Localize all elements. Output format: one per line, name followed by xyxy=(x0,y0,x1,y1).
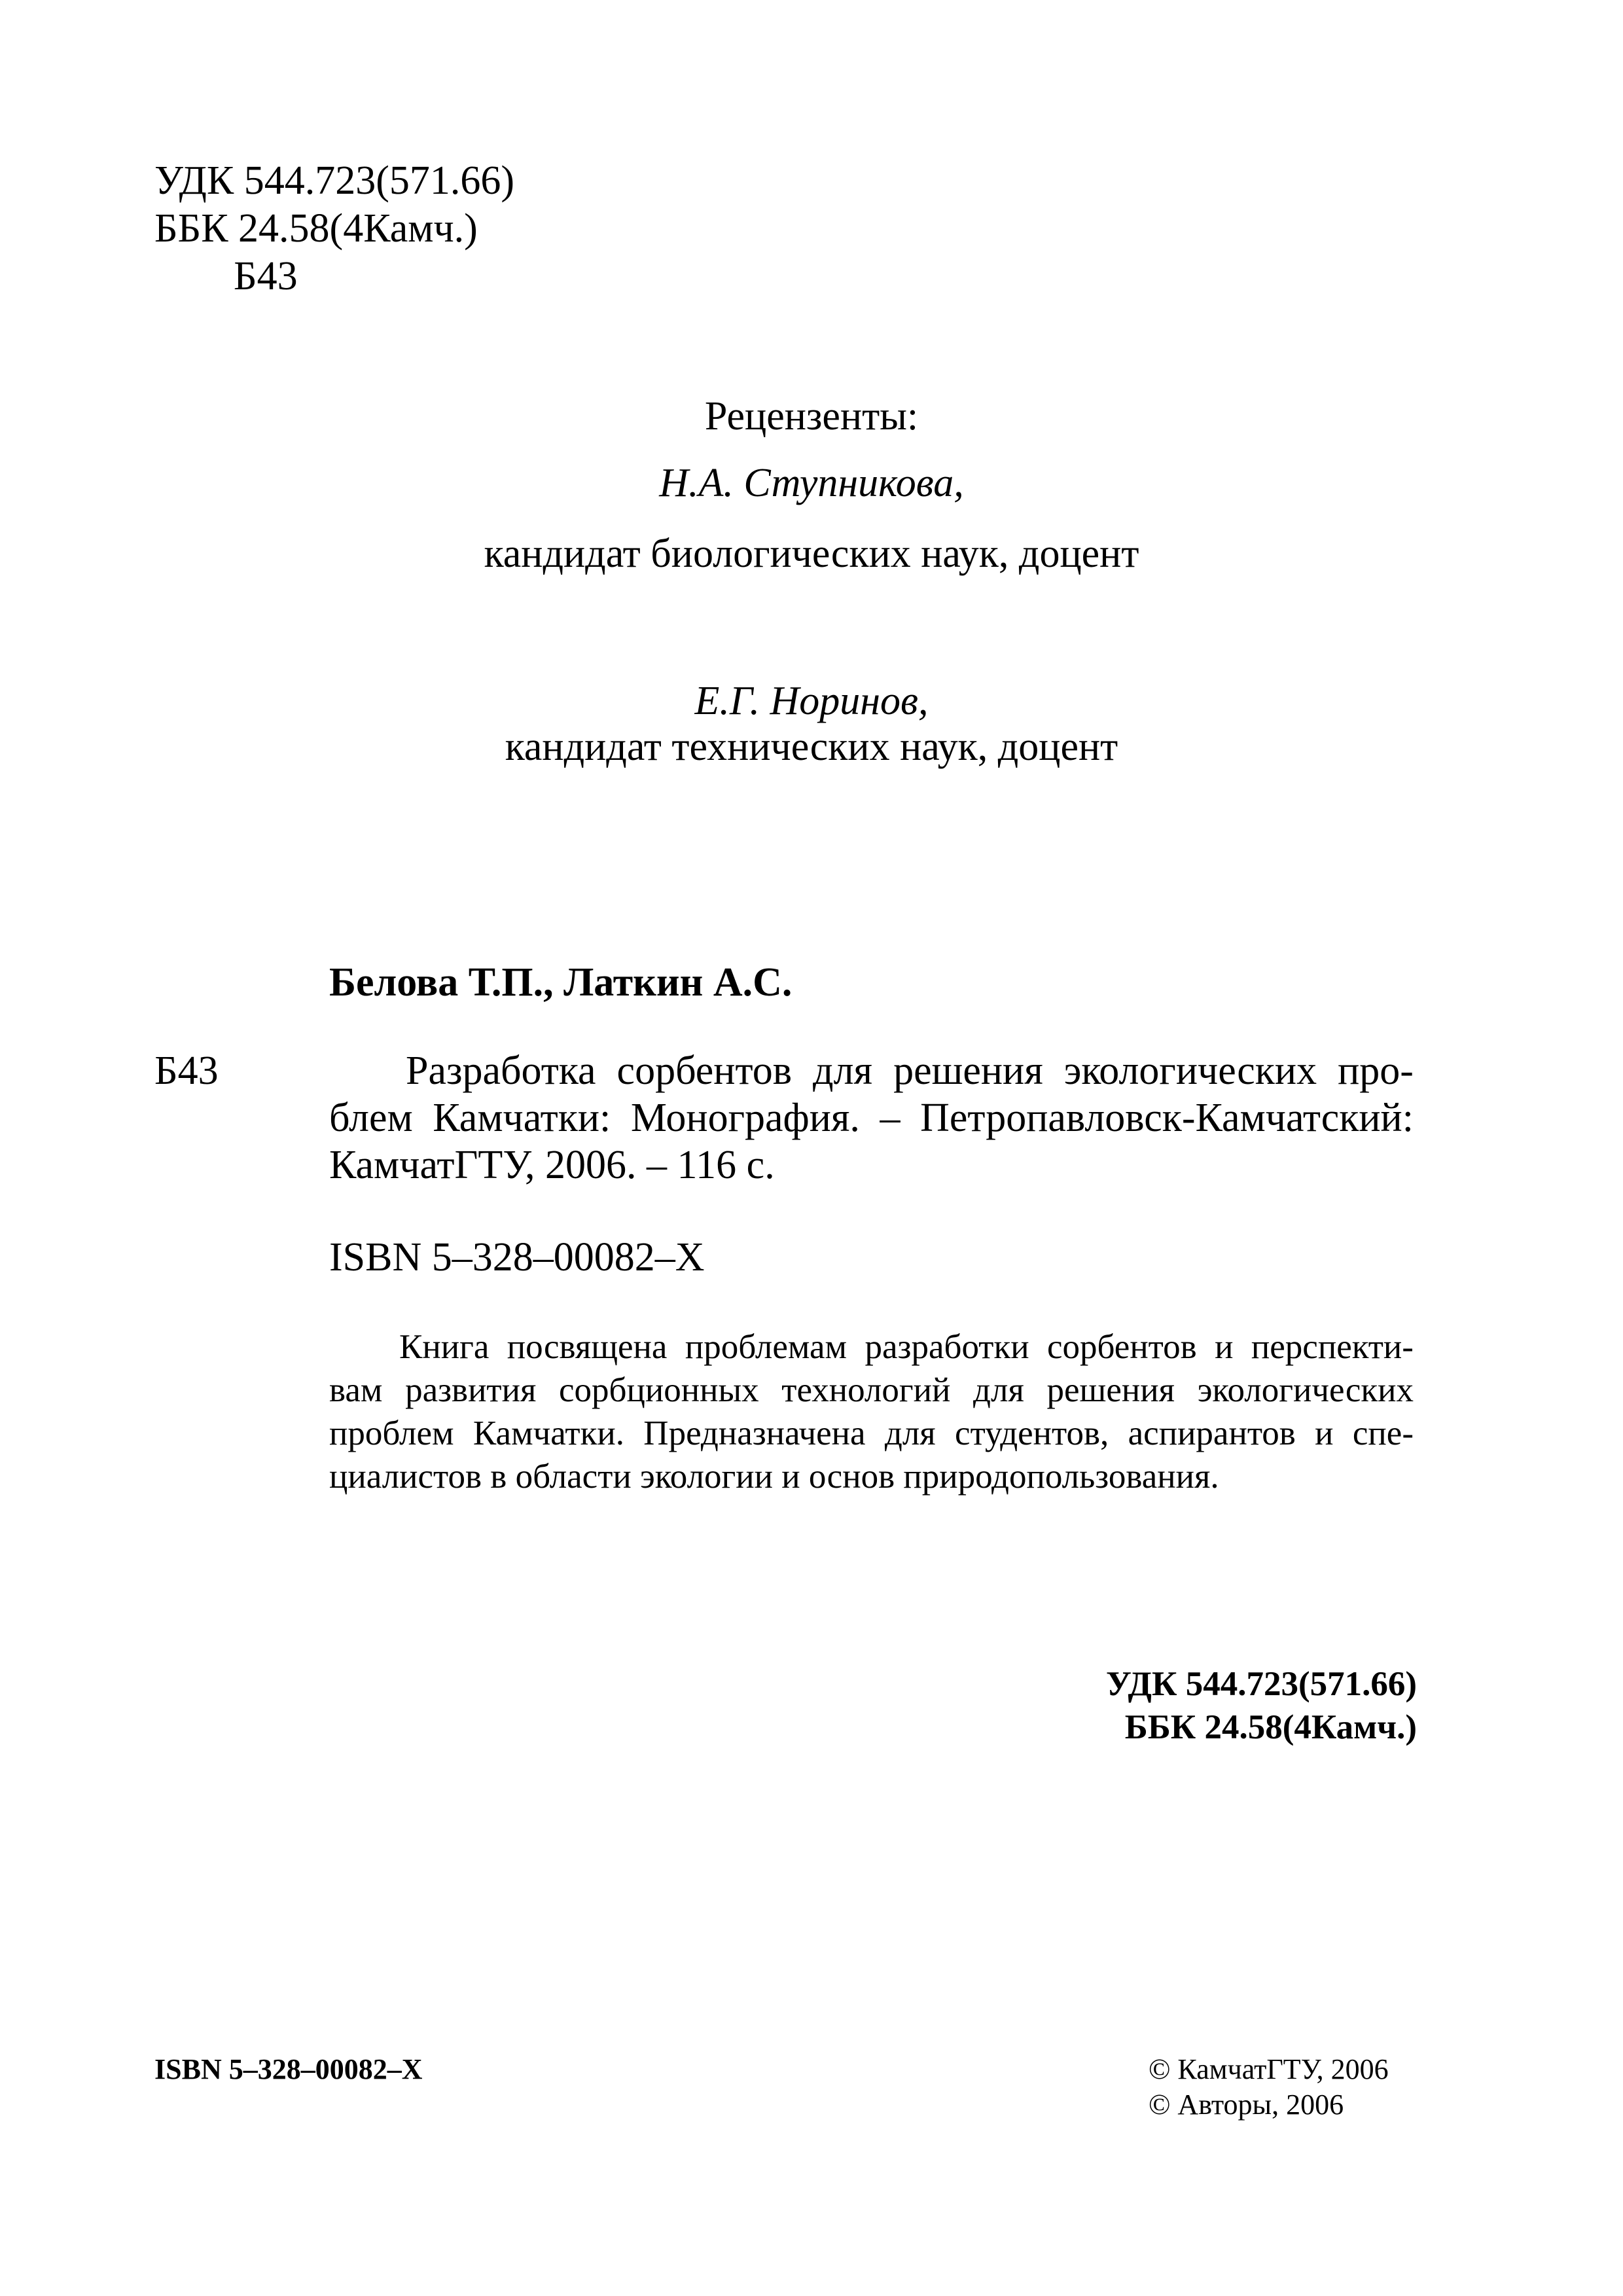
annotation-line-2 xyxy=(329,1369,1414,1412)
footer-isbn: ISBN 5–328–00082–X xyxy=(154,2053,423,2085)
annotation-word: решения xyxy=(1046,1371,1175,1409)
annotation-word: и xyxy=(1215,1328,1234,1366)
reviewer-2-title: кандидат технических наук, доцент xyxy=(505,725,1118,769)
annotation-word: проблем xyxy=(329,1414,454,1452)
annotation-word: разработки xyxy=(865,1328,1029,1366)
record-description-line-3: КамчатГТУ, 2006. – 116 с. xyxy=(329,1143,775,1187)
annotation-line-1 xyxy=(399,1325,1414,1369)
annotation-word: аспирантов xyxy=(1128,1414,1296,1452)
annotation-word: проблемам xyxy=(685,1328,847,1366)
reviewer-1-name: Н.А. Ступникова, xyxy=(659,461,964,505)
annotation-word: вам xyxy=(329,1371,383,1409)
annotation-word: технологий xyxy=(781,1371,951,1409)
record-word: решения xyxy=(893,1049,1043,1093)
annotation-word: Камчатки. xyxy=(473,1414,624,1452)
annotation-word: посвящена xyxy=(507,1328,668,1366)
top-bbk: ББК 24.58(4Камч.) xyxy=(154,206,478,251)
record-word: Разработка xyxy=(406,1049,596,1093)
annotation-word: развития xyxy=(405,1371,537,1409)
annotation-word: для xyxy=(973,1371,1024,1409)
annotation-word: сорбционных xyxy=(559,1371,759,1409)
reviewer-1-title: кандидат биологических наук, доцент xyxy=(484,531,1139,576)
record-word: Камчатки: xyxy=(433,1096,611,1140)
annotation-word: Предназначена xyxy=(643,1414,866,1452)
annotation-word: экологических xyxy=(1197,1371,1414,1409)
annotation-word: перспекти- xyxy=(1251,1328,1414,1366)
annotation-word: для xyxy=(884,1414,936,1452)
record-description-line-2 xyxy=(329,1094,1414,1141)
bottom-udk: УДК 544.723(571.66) xyxy=(1106,1665,1417,1703)
record-word: для xyxy=(813,1049,873,1093)
annotation-word: сорбентов xyxy=(1047,1328,1197,1366)
record-word: про- xyxy=(1338,1049,1414,1093)
record-isbn: ISBN 5–328–00082–X xyxy=(329,1235,705,1280)
annotation-line-4: циалистов в области экологии и основ природопользования. xyxy=(329,1458,1219,1496)
annotation-word: и xyxy=(1315,1414,1334,1452)
record-word: Петропавловск-Камчатский: xyxy=(920,1096,1414,1140)
reviewer-2-name: Е.Г. Норинов, xyxy=(694,679,929,723)
annotation-word: спе- xyxy=(1352,1414,1414,1452)
annotation-line-3 xyxy=(329,1412,1414,1455)
record-author-mark: Б43 xyxy=(154,1049,219,1093)
top-udk: УДК 544.723(571.66) xyxy=(154,158,515,203)
annotation-word: Книга xyxy=(399,1328,490,1366)
footer-copyright-authors: © Авторы, 2006 xyxy=(1149,2089,1344,2121)
footer-copyright-publisher: © КамчатГТУ, 2006 xyxy=(1149,2053,1389,2085)
record-word: блем xyxy=(329,1096,413,1140)
reviewers-heading: Рецензенты: xyxy=(704,394,919,439)
record-word: – xyxy=(880,1096,901,1140)
bottom-bbk: ББК 24.58(4Камч.) xyxy=(1124,1708,1417,1746)
record-description-line-1 xyxy=(406,1047,1414,1094)
authors-heading: Белова Т.П., Латкин А.С. xyxy=(329,960,793,1005)
record-word: экологических xyxy=(1063,1049,1317,1093)
annotation-word: студентов, xyxy=(955,1414,1109,1452)
record-word: Монография. xyxy=(630,1096,860,1140)
top-author-mark: Б43 xyxy=(234,254,298,298)
record-word: сорбентов xyxy=(616,1049,793,1093)
